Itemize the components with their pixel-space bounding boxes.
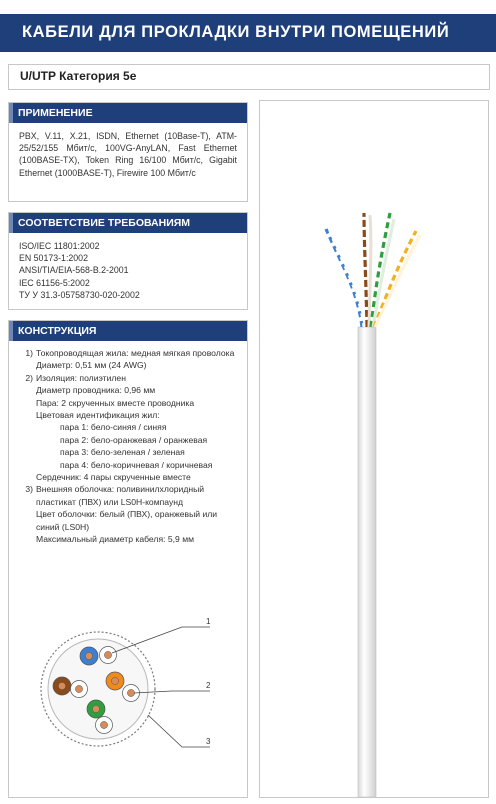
item-number: 3): [25, 484, 33, 495]
construction-item-jacket: [19, 483, 239, 545]
product-subtitle-box: [8, 64, 490, 90]
pair-color-line: пара 2: бело-оранжевая / оранжевая: [60, 434, 208, 445]
item-line: Диаметр проводника: 0,96 мм: [36, 385, 156, 396]
brown-white-wire: [369, 215, 371, 327]
standard-item: IEC 61156-5:2002: [19, 277, 90, 288]
pair-color-line: пара 1: бело-синяя / синяя: [60, 422, 167, 433]
cable-photo-panel: [259, 100, 489, 798]
item-line: Пара: 2 скрученных вместе проводника: [36, 397, 195, 408]
item-number: 1): [25, 348, 33, 358]
construction-list: [9, 341, 247, 552]
product-subtitle: U/UTP Категория 5е: [20, 69, 137, 83]
pair-color-line: пара 3: бело-зеленая / зеленая: [60, 447, 185, 458]
construction-item-insulation: [19, 372, 239, 484]
standards-heading-text: СООТВЕТСТВИЕ ТРЕБОВАНИЯМ: [18, 217, 191, 229]
heading-accent: [9, 321, 13, 341]
item-line: Максимальный диаметр кабеля: 5,9 мм: [36, 534, 195, 545]
callout-label-2: 2: [206, 681, 211, 690]
item-number: 2): [25, 372, 33, 383]
brown-wire: [364, 213, 367, 327]
standards-heading: [9, 213, 247, 233]
callout-label-1: 1: [206, 617, 211, 626]
standard-item: EN 50173-1:2002: [19, 253, 88, 264]
heading-accent: [9, 213, 13, 233]
application-heading-text: ПРИМЕНЕНИЕ: [18, 107, 93, 119]
standard-item: ANSI/TIA/EIA-568-B.2-2001: [19, 265, 129, 276]
header-band: [0, 14, 496, 52]
item-line: Внешняя оболочка: поливинилхлоридный пластикат (ПВХ) или LS0H-компаунд: [36, 484, 205, 507]
cable-jacket: [358, 327, 376, 797]
green-wire: [371, 213, 390, 327]
page-title: КАБЕЛИ ДЛЯ ПРОКЛАДКИ ВНУТРИ ПОМЕЩЕНИЙ: [22, 23, 450, 41]
callout-label-3: 3: [206, 737, 211, 746]
cable-cross-section-diagram: [12, 605, 240, 780]
blue-wire: [326, 229, 362, 327]
application-text: PBX, V.11, X.21, ISDN, Ethernet (10Base-T), ATM-25/52/155 Мбит/с, 100VG-AnyLAN, Fast Ethernet (100BASE-TX), Token Ring 16/100 Мбит/с, Gigabit Ethernet (1000BASE-T), Firewire 100 Мбит/с: [19, 131, 237, 178]
item-line: Диаметр: 0,51 мм (24 AWG): [36, 360, 147, 371]
construction-heading: [9, 321, 247, 341]
construction-heading-text: КОНСТРУКЦИЯ: [18, 325, 97, 337]
item-line: Цвет оболочки: белый (ПВХ), оранжевый или синий (LS0H): [36, 509, 218, 532]
item-line: Цветовая идентификация жил:: [36, 410, 160, 421]
application-section: [8, 102, 248, 202]
item-line: Сердечник: 4 пары скрученные вместе: [36, 472, 191, 483]
standard-item: ТУ У 31.3-05758730-020-2002: [19, 289, 140, 300]
standard-item: ISO/IEC 11801:2002: [19, 241, 100, 251]
cable-photo: [260, 101, 488, 797]
item-line: Токопроводящая жила: медная мягкая проволока: [36, 348, 235, 358]
application-heading: [9, 103, 247, 123]
construction-item-conductor: [19, 347, 239, 372]
standards-section: [8, 212, 248, 310]
heading-accent: [9, 103, 13, 123]
item-line: Изоляция: полиэтилен: [36, 372, 126, 383]
pair-color-line: пара 4: бело-коричневая / коричневая: [60, 459, 213, 470]
standards-list: [9, 233, 247, 307]
